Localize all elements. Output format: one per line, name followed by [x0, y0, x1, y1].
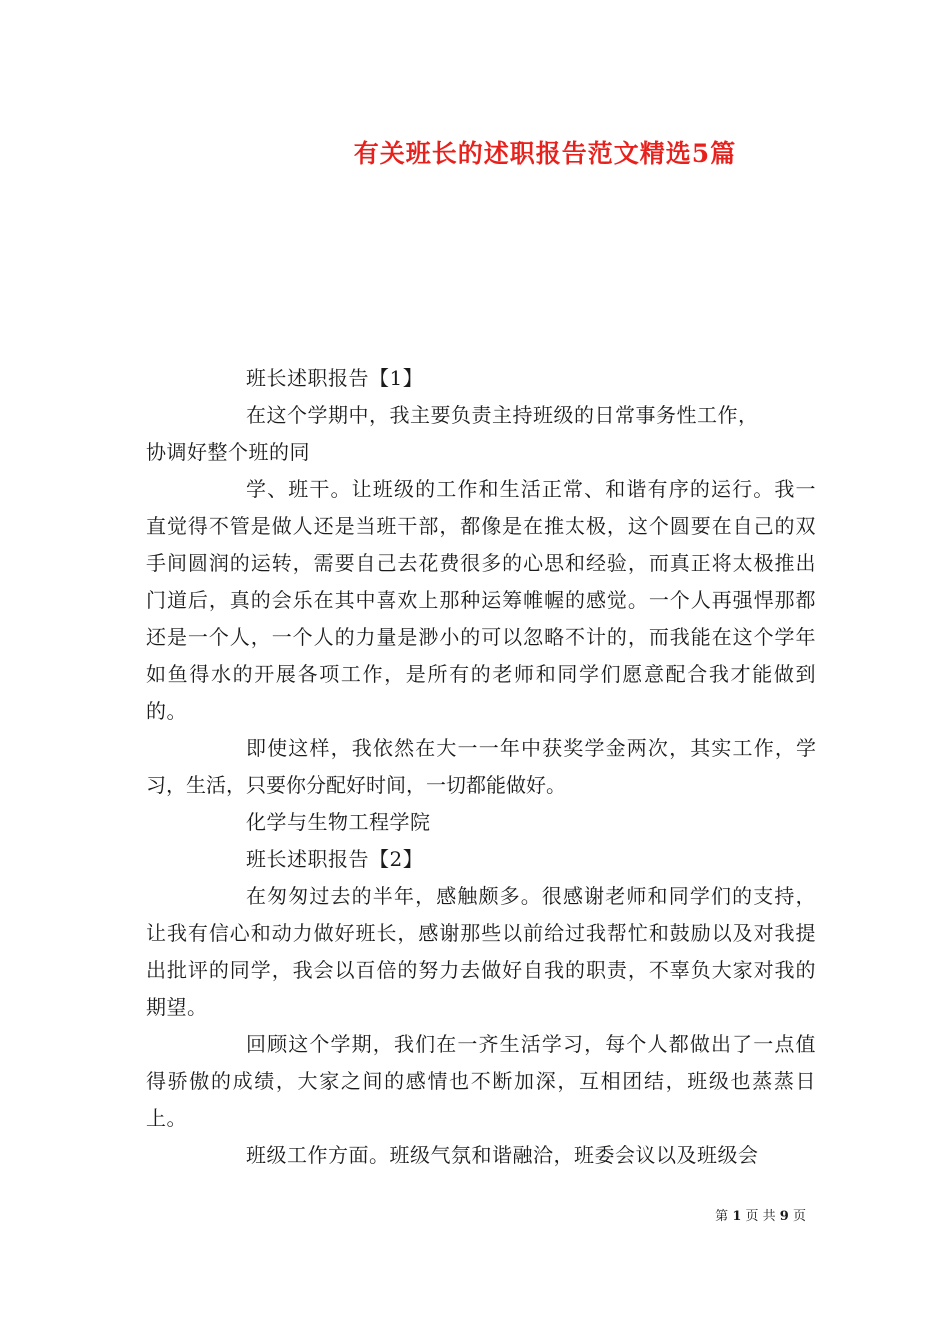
footer-page-number: 1 [732, 1209, 742, 1224]
paragraph: 学、班干。让班级的工作和生活正常、和谐有序的运行。我一直觉得不管是做人还是当班干部，都像是在推太极，这个圆要在自己的双手间圆润的运转，需要自己去花费很多的心思和经验，而真正将太极推出门道后，真的会乐在其中喜欢上那种运筹帷幄的感觉。一个人再强悍那都还是一个人，一个人的力量是渺小的可以忽略不计的，而我能在这个学年如鱼得水的开展各项工作，是所有的老师和同学们愿意配合我才能做到的。 [146, 477, 816, 723]
paragraph: 协调好整个班的同 [146, 440, 310, 464]
document-body [146, 360, 816, 1174]
document-title: 有关班长的述职报告范文精选5篇 [353, 139, 737, 168]
footer-suffix: 页 [792, 1209, 806, 1224]
paragraph: 化学与生物工程学院 [246, 810, 431, 834]
footer-total-pages: 9 [779, 1209, 789, 1224]
paragraph: 回顾这个学期，我们在一齐生活学习，每个人都做出了一点值得骄傲的成绩，大家之间的感情也不断加深，互相团结，班级也蒸蒸日上。 [146, 1032, 816, 1130]
paragraph: 班级工作方面。班级气氛和谐融洽，班委会议以及班级会 [246, 1143, 759, 1167]
paragraph: 在这个学期中，我主要负责主持班级的日常事务性工作， [246, 403, 759, 427]
footer-prefix: 第 [715, 1209, 729, 1224]
paragraph: 即使这样，我依然在大一一年中获奖学金两次，其实工作，学习，生活，只要你分配好时间，一切都能做好。 [146, 736, 816, 797]
paragraph: 在匆匆过去的半年，感触颇多。很感谢老师和同学们的支持，让我有信心和动力做好班长，感谢那些以前给过我帮忙和鼓励以及对我提出批评的同学，我会以百倍的努力去做好自我的职责，不辜负大家对我的期望。 [146, 884, 816, 1019]
section-heading-2: 班长述职报告【2】 [246, 847, 424, 871]
section-heading-1: 班长述职报告【1】 [246, 366, 424, 390]
page-footer [0, 1205, 806, 1224]
footer-middle: 页 共 [745, 1209, 776, 1224]
